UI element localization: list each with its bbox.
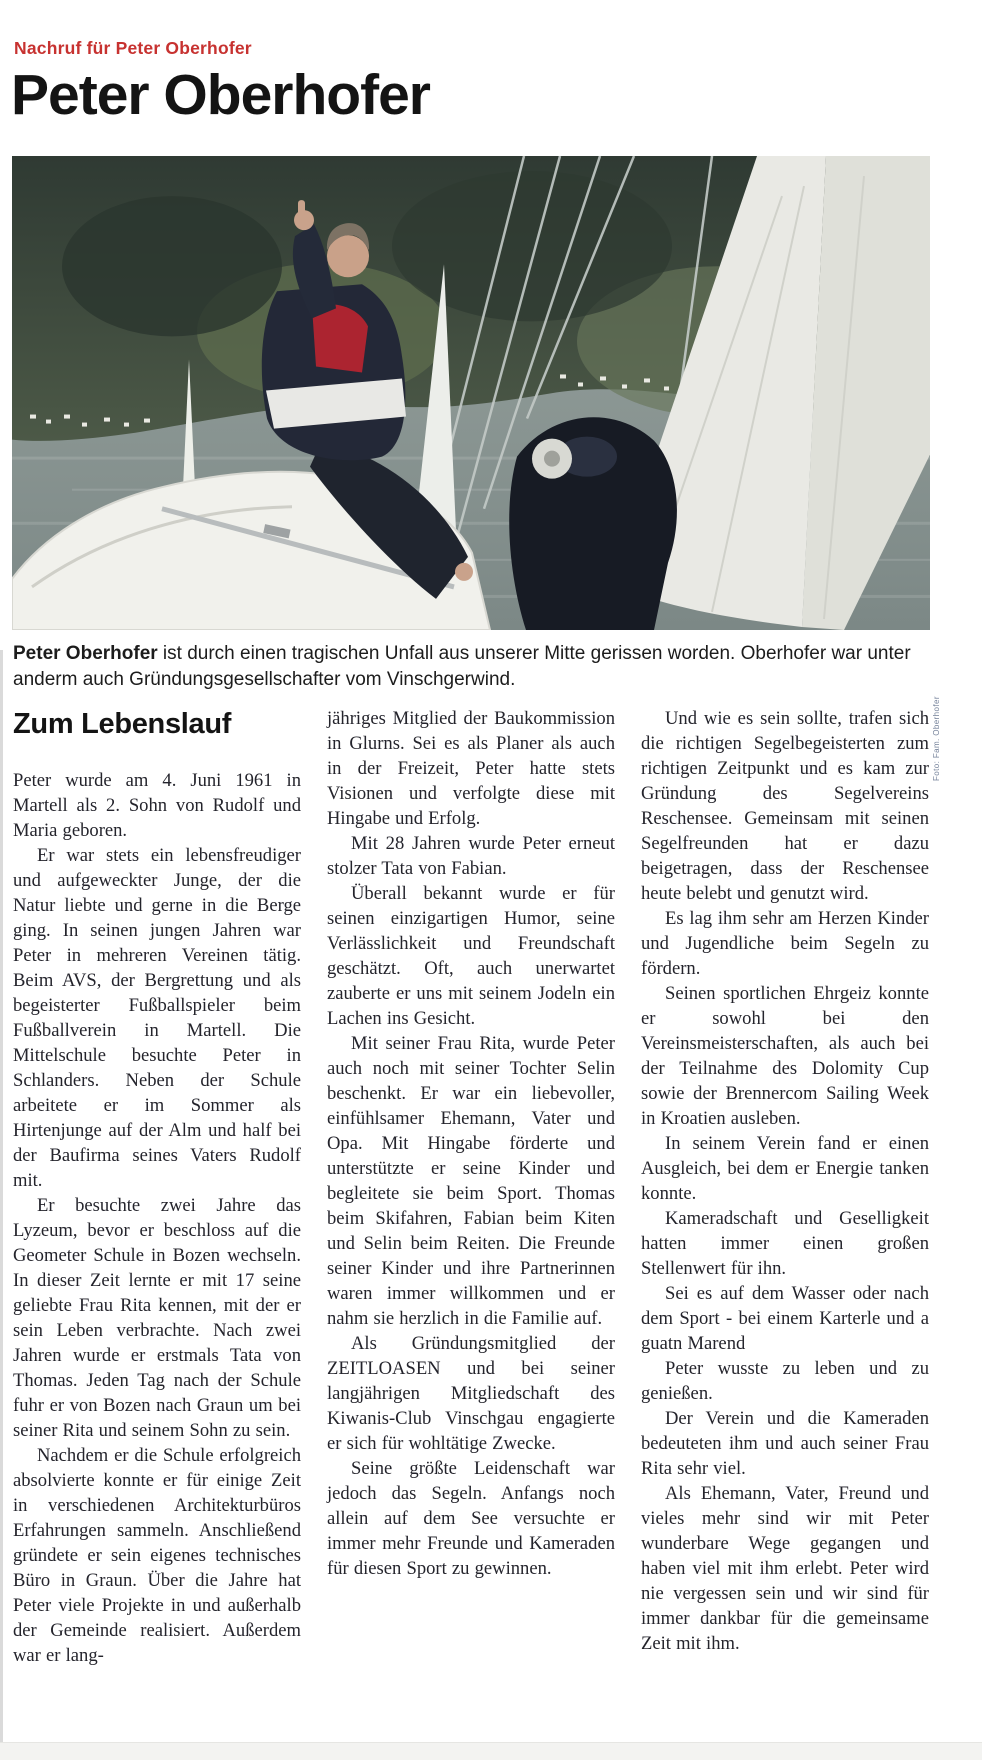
crew-figure — [509, 417, 677, 630]
body-paragraph: In seinem Verein fand er einen Ausgleich, bei dem er Energie tanken konnte. — [641, 1133, 929, 1204]
hand-on-tiller — [455, 563, 473, 581]
body-paragraph: Mit seiner Frau Rita, wurde Peter auch noch mit seiner Tochter Selin beschenkt. Er war ein liebevoller, einfühlsamer Ehemann, Vater und Opa. Mit Hingabe förderte und unterstützte er seine Kinder und begleitete sie beim Sport. Thomas beim Skifahren, Fabian beim Kiten und Selin beim Reiten. Die Freunde seiner Kinder und ihre Partnerinnen waren immer willkommen und er nahm sie herzlich in die Familie auf. — [327, 1033, 615, 1329]
body-paragraph: Seinen sportlichen Ehrgeiz konnte er sowohl bei den Vereinsmeisterschaften, als auch bei der Teilnahme des Dolomity Cup sowie der Brennercom Sailing Week in Kroatien ausleben. — [641, 983, 929, 1129]
photo-credit: Foto: Fam. Oberhofer — [932, 696, 941, 781]
caption-text: ist durch einen tragischen Unfall aus unserer Mitte gerissen worden. Oberhofer war unter anderm auch Gründungsgesellschafter vom Vinschgerwind. — [13, 643, 911, 690]
body-paragraph: Es lag ihm sehr am Herzen Kinder und Jugendliche beim Segeln zu fördern. — [641, 908, 929, 979]
article-body — [13, 706, 929, 1668]
page-title: Peter Oberhofer — [11, 63, 430, 127]
column-1 — [13, 706, 301, 1668]
body-paragraph: Peter wurde am 4. Juni 1961 in Martell als 2. Sohn von Rudolf und Maria geboren. — [13, 770, 301, 841]
tree-clump — [392, 171, 672, 321]
body-paragraph: Überall bekannt wurde er für seinen einzigartigen Humor, seine Verlässlichkeit und Freundschaft geschätzt. Oft, auch unerwartet zauberte er uns mit seinem Jodeln ein Lachen ins Gesicht. — [327, 883, 615, 1029]
thumb — [298, 200, 305, 216]
page-left-edge — [0, 650, 3, 1745]
photo-caption — [13, 641, 918, 693]
winch-center — [544, 451, 560, 467]
column-3 — [641, 706, 929, 1668]
body-paragraph: Er war stets ein lebensfreudiger und aufgeweckter Junge, der die Natur liebte und gerne in die Berge ging. In seinen jungen Jahren war Peter in mehreren Vereinen tätig. Beim AVS, der Bergrettung und als begeisterter Fußballspieler beim Fußballverein in Martell. Die Mittelschule besuchte Peter in Schlanders. Neben der Schule arbeitete er im Sommer als Hirtenjunge auf der Alm und half bei der Baufirma seines Vaters Rudolf mit. — [13, 845, 301, 1191]
body-paragraph: Als Gründungsmitglied der ZEITLOASEN und bei seiner langjährigen Mitgliedschaft des Kiwanis-Club Vinschgau engagierte er sich für wohltätige Zwecke. — [327, 1333, 615, 1454]
body-paragraph: Nachdem er die Schule erfolgreich absolvierte konnte er für einige Zeit in verschiedenen Architekturbüros Erfahrungen sammeln. Anschließend gründete er sein eigenes technisches Büro in Graun. Über die Jahre hat Peter viele Projekte in und außerhalb der Gemeinde realisiert. Außerdem war er lang- — [13, 1445, 301, 1666]
body-paragraph: Als Ehemann, Vater, Freund und vieles mehr sind wir mit Peter wunderbare Wege gegangen und haben viel mit ihm erlebt. Peter wird nie vergessen sein und wir sind für immer dankbar für die gemeinsame Zeit mit ihm. — [641, 1483, 929, 1654]
section-heading: Zum Lebenslauf — [13, 708, 232, 740]
column-2 — [327, 706, 615, 1668]
body-paragraph: Kameradschaft und Geselligkeit hatten immer einen großen Stellenwert für ihn. — [641, 1208, 929, 1279]
body-paragraph: jähriges Mitglied der Baukommission in Glurns. Sei es als Planer als auch in der Freizeit, Peter hatte stets Visionen und verfolgte diese mit Hingabe und Erfolg. — [327, 708, 615, 829]
sailing-photo-scene — [12, 156, 930, 630]
body-paragraph: Der Verein und die Kameraden bedeuteten ihm und auch seiner Frau Rita sehr viel. — [641, 1408, 929, 1479]
body-paragraph: Er besuchte zwei Jahre das Lyzeum, bevor er beschloss auf die Geometer Schule in Bozen wechseln. In dieser Zeit lernte er mit 17 seine geliebte Frau Rita kennen, mit der er sein Leben verbrachte. Nach zwei Jahren wurde er erstmals Tata von Thomas. Jeden Tag nach der Schule fuhr er von Bozen nach Graun um bei seiner Rita und seinem Sohn zu sein. — [13, 1195, 301, 1441]
footer-band — [0, 1742, 982, 1760]
tree-clump — [62, 196, 282, 336]
body-paragraph: Seine größte Leidenschaft war jedoch das Segeln. Anfangs noch allein auf dem See versuchte er immer mehr Freunde und Kameraden für diesen Sport zu gewinnen. — [327, 1458, 615, 1579]
body-paragraph: Und wie es sein sollte, trafen sich die richtigen Segelbegeisterten zum richtigen Zeitpunkt und es kam zur Gründung des Segelvereins Reschensee. Gemeinsam mit seinen Segelfreunden hat er dazu beigetragen, dass der Reschensee heute belebt und genutzt wird. — [641, 708, 929, 904]
caption-name: Peter Oberhofer — [13, 643, 158, 664]
body-paragraph: Peter wusste zu leben und zu genießen. — [641, 1358, 929, 1404]
body-paragraph: Mit 28 Jahren wurde Peter erneut stolzer Tata von Fabian. — [327, 833, 615, 879]
body-paragraph: Sei es auf dem Wasser oder nach dem Sport - bei einem Karterle und a guatn Marend — [641, 1283, 929, 1354]
kicker: Nachruf für Peter Oberhofer — [14, 38, 252, 58]
